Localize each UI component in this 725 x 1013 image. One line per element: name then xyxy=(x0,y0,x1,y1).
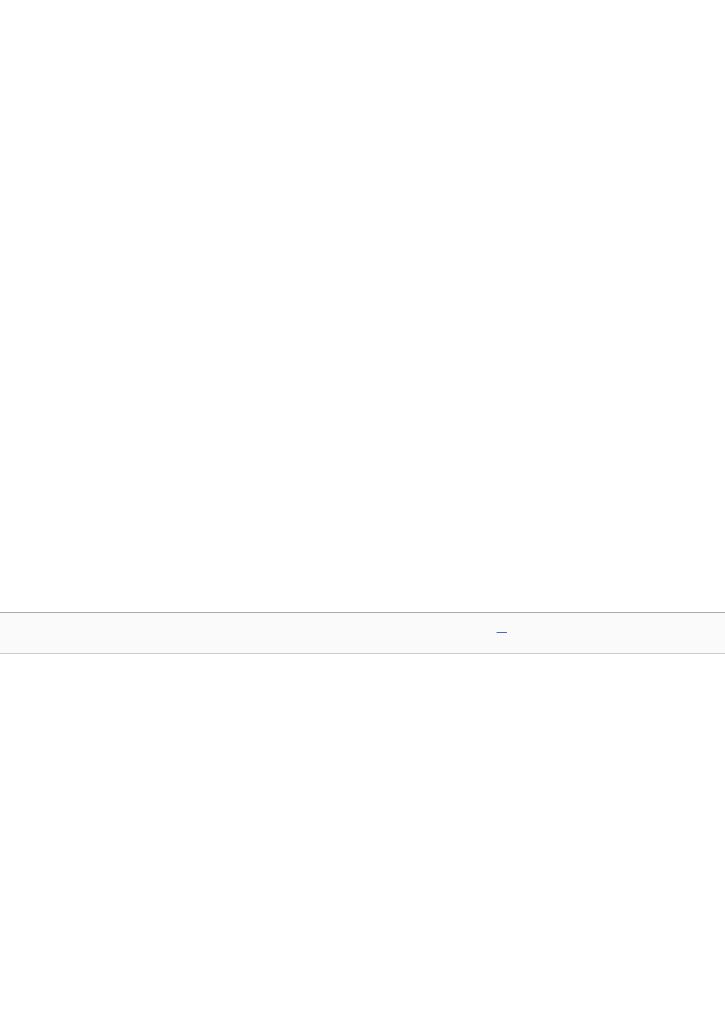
next-draw-info: — xyxy=(496,625,508,639)
draw-result-bar xyxy=(0,612,725,654)
prize-table xyxy=(0,657,725,787)
history-list xyxy=(0,787,725,1013)
